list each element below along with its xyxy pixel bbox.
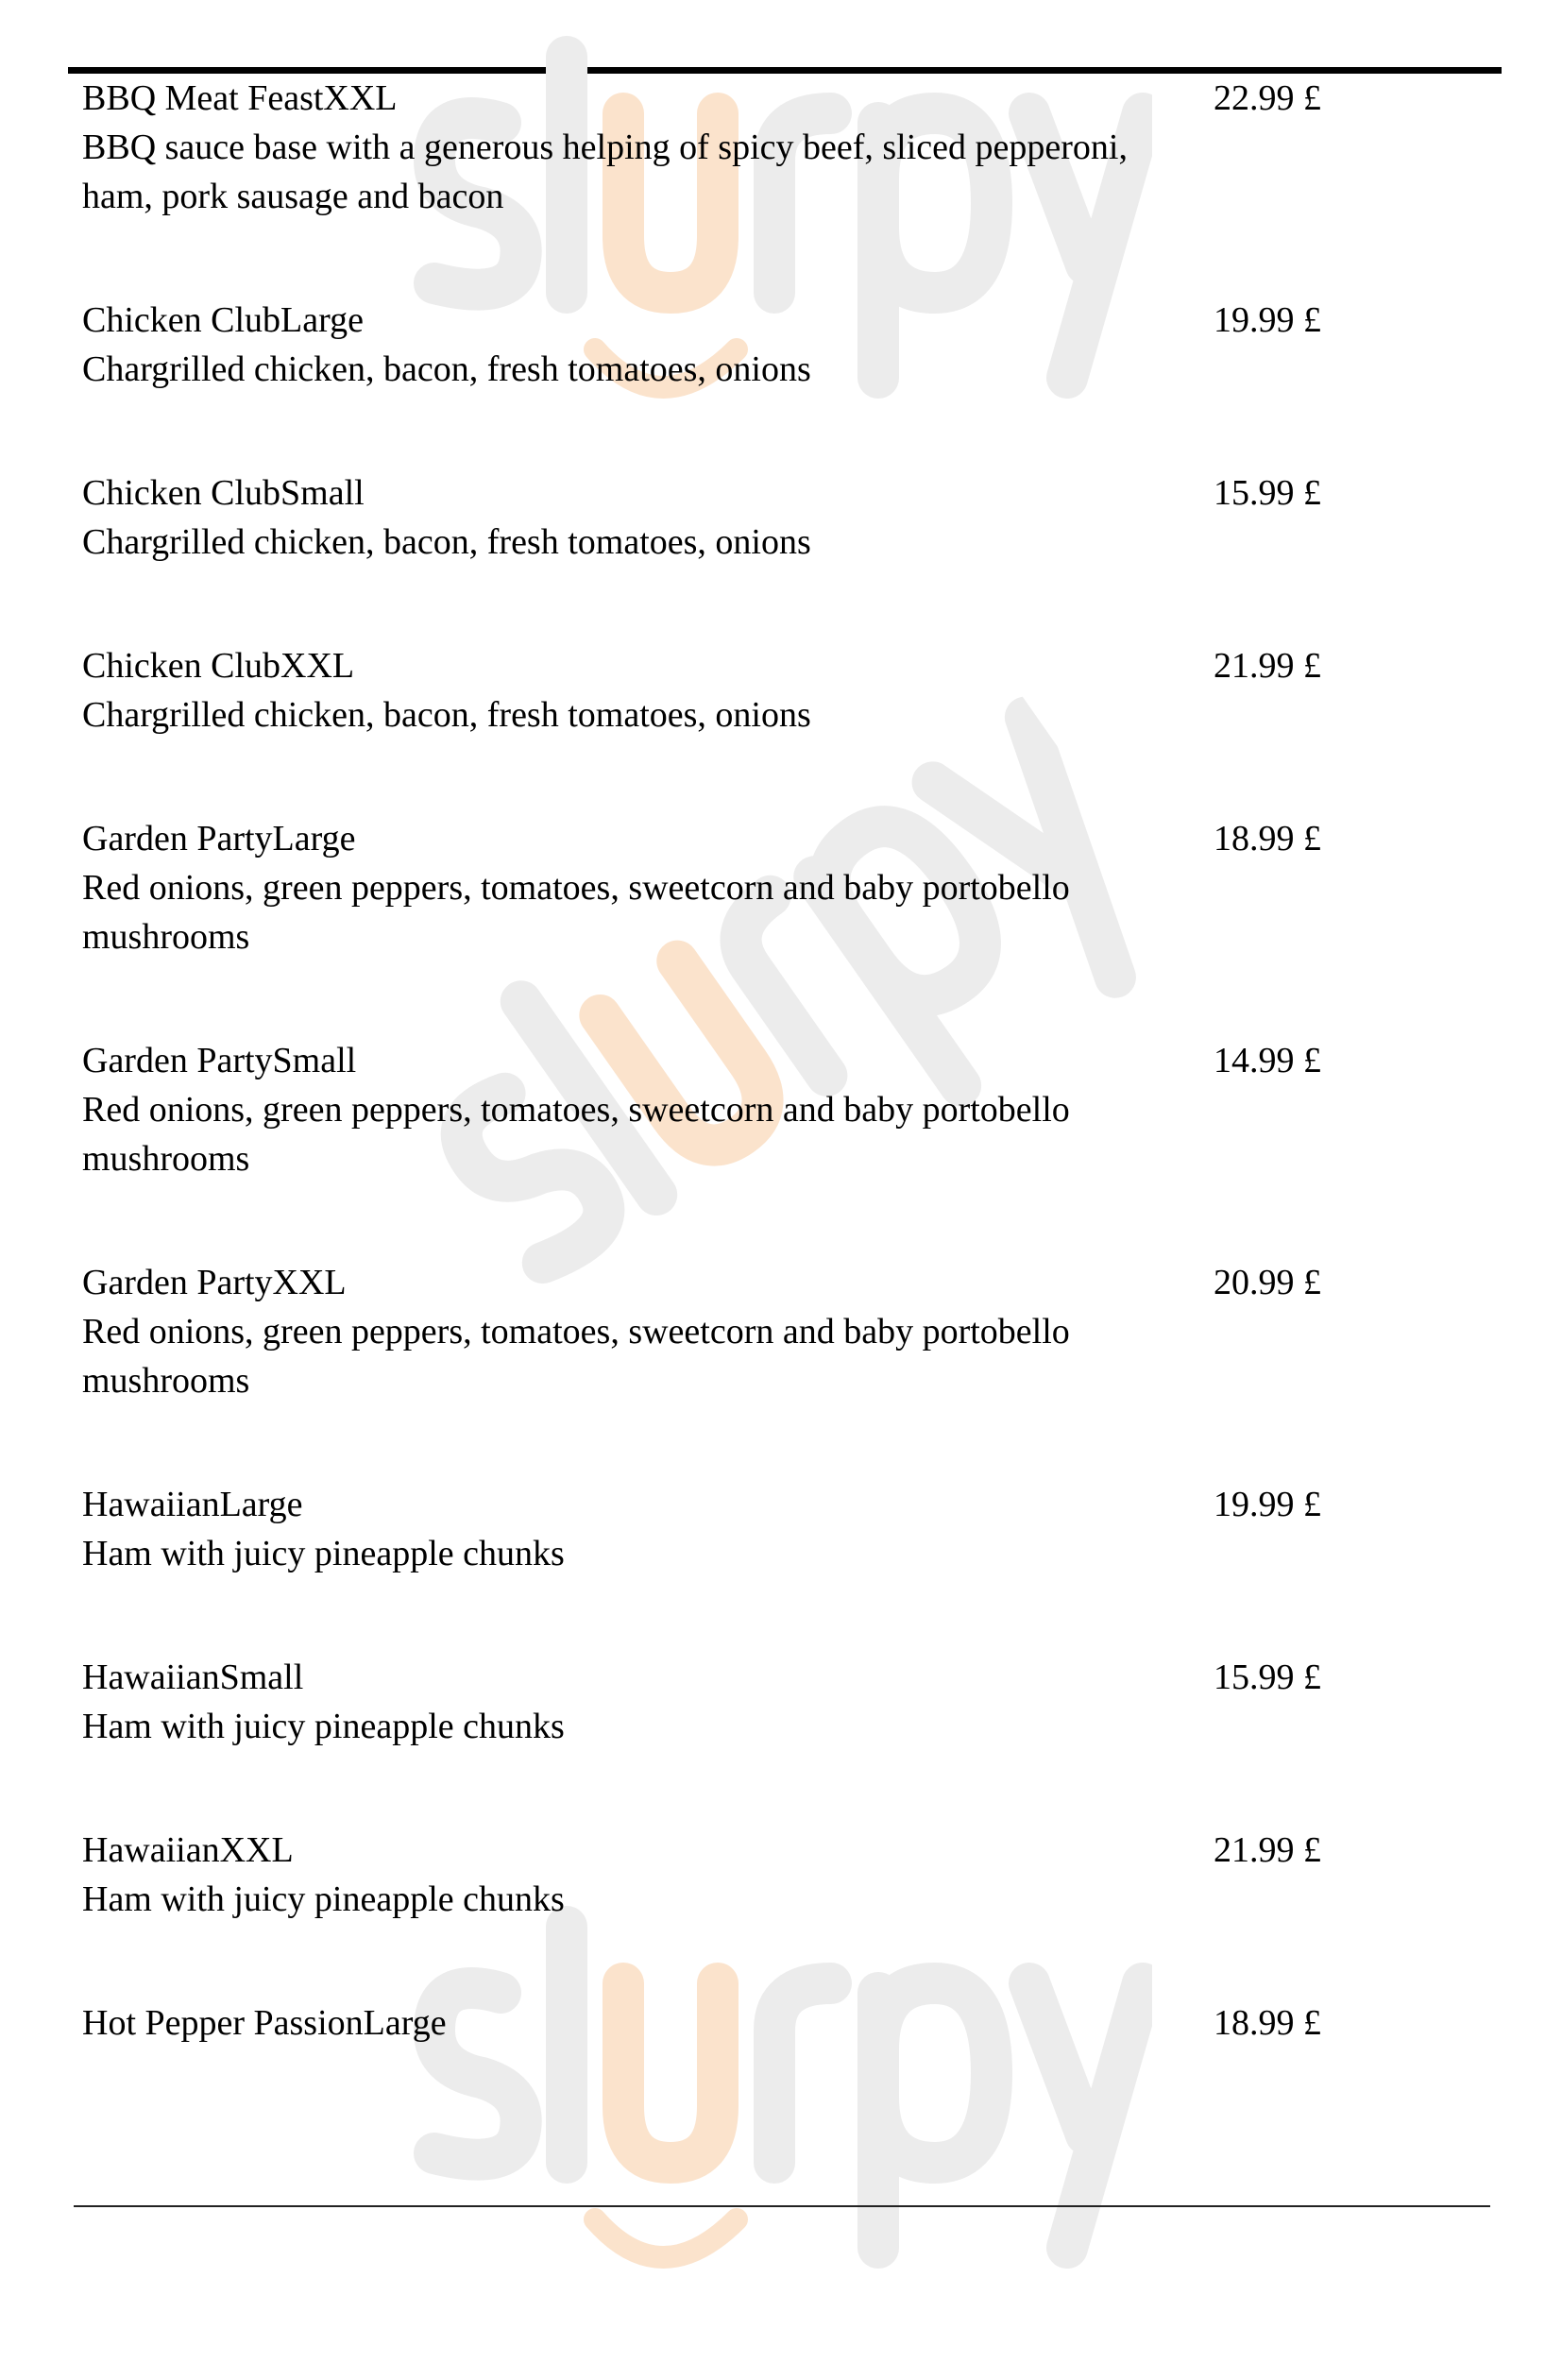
item-description: Chargrilled chicken, bacon, fresh tomatoes, onions — [82, 522, 811, 562]
item-text — [82, 468, 1197, 567]
item-text — [82, 1036, 1197, 1183]
item-name: Chicken ClubXXL — [82, 646, 355, 686]
item-price: 19.99 £ — [1214, 300, 1321, 340]
menu-item — [82, 1826, 1499, 1998]
item-text — [82, 1998, 1197, 2048]
menu-item — [82, 1998, 1499, 2122]
item-price: 21.99 £ — [1214, 646, 1321, 686]
item-description: Red onions, green peppers, tomatoes, sweetcorn and baby portobello mushrooms — [82, 868, 1070, 957]
item-price: 18.99 £ — [1214, 2003, 1321, 2043]
item-price: 14.99 £ — [1214, 1041, 1321, 1080]
item-price: 19.99 £ — [1214, 1485, 1321, 1524]
menu-item — [82, 468, 1499, 641]
item-price: 20.99 £ — [1214, 1263, 1321, 1302]
top-rule — [68, 67, 1502, 74]
item-description: Ham with juicy pineapple chunks — [82, 1534, 565, 1573]
menu-item — [82, 1258, 1499, 1480]
item-name: HawaiianSmall — [82, 1658, 304, 1697]
menu-item — [82, 296, 1499, 468]
item-price: 15.99 £ — [1214, 1658, 1321, 1697]
menu-item — [82, 814, 1499, 1036]
item-text — [82, 1258, 1197, 1405]
item-text — [82, 74, 1197, 221]
item-description: Chargrilled chicken, bacon, fresh tomatoes, onions — [82, 349, 811, 389]
item-description: Ham with juicy pineapple chunks — [82, 1879, 565, 1919]
item-text — [82, 641, 1197, 740]
item-description: Red onions, green peppers, tomatoes, sweetcorn and baby portobello mushrooms — [82, 1312, 1070, 1401]
bottom-rule — [74, 2205, 1490, 2207]
menu-item — [82, 1480, 1499, 1653]
item-name: HawaiianXXL — [82, 1830, 294, 1870]
item-price: 21.99 £ — [1214, 1830, 1321, 1870]
item-description: Red onions, green peppers, tomatoes, sweetcorn and baby portobello mushrooms — [82, 1090, 1070, 1179]
item-price: 22.99 £ — [1214, 78, 1321, 118]
item-name: Garden PartyLarge — [82, 819, 356, 858]
item-description: BBQ sauce base with a generous helping of spicy beef, sliced pepperoni, ham, pork sausage and bacon — [82, 128, 1128, 216]
item-name: Chicken ClubSmall — [82, 473, 365, 513]
item-text — [82, 814, 1197, 961]
item-name: Garden PartySmall — [82, 1041, 357, 1080]
item-name: Chicken ClubLarge — [82, 300, 364, 340]
menu-item — [82, 641, 1499, 814]
menu-item — [82, 74, 1499, 296]
item-price: 18.99 £ — [1214, 819, 1321, 858]
menu-list — [82, 74, 1499, 2122]
item-text — [82, 1480, 1197, 1578]
item-text — [82, 1653, 1197, 1751]
menu-item — [82, 1036, 1499, 1258]
item-description: Chargrilled chicken, bacon, fresh tomatoes, onions — [82, 695, 811, 735]
item-name: HawaiianLarge — [82, 1485, 303, 1524]
item-name: Garden PartyXXL — [82, 1263, 347, 1302]
item-price: 15.99 £ — [1214, 473, 1321, 513]
item-name: Hot Pepper PassionLarge — [82, 2003, 447, 2043]
item-description: Ham with juicy pineapple chunks — [82, 1707, 565, 1746]
item-text — [82, 1826, 1197, 1924]
item-text — [82, 296, 1197, 394]
menu-item — [82, 1653, 1499, 1826]
item-name: BBQ Meat FeastXXL — [82, 78, 398, 118]
